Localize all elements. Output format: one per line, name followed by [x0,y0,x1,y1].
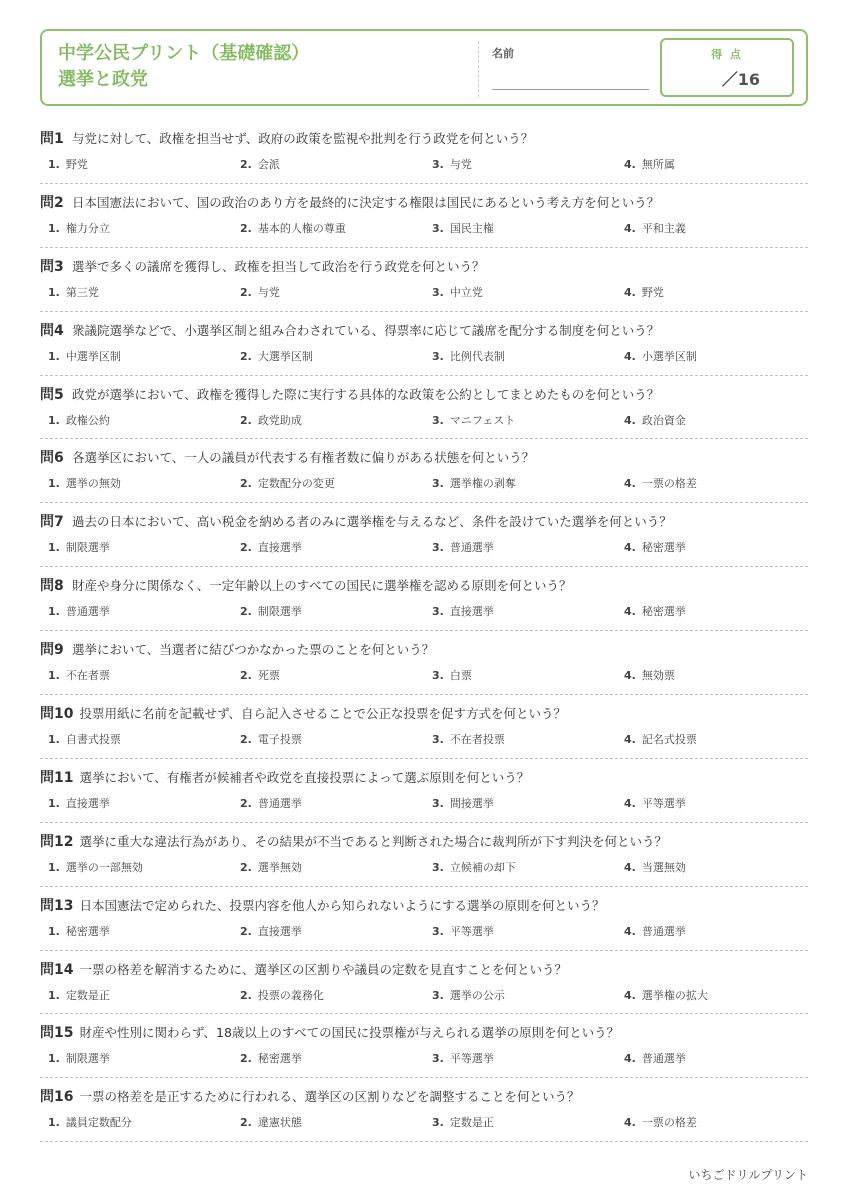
choice-number: 2. [240,1116,252,1130]
choice-number: 3. [432,221,444,235]
answer-choice[interactable] [48,156,88,172]
question-number: 問1 [40,131,64,147]
choice-list [48,475,808,493]
choice-label: 野党 [641,285,664,299]
choice-number: 3. [432,285,444,299]
worksheet-subtitle: 選挙と政党 [58,69,148,90]
choice-label: 制限選挙 [257,605,302,619]
answer-choice[interactable] [432,667,472,683]
question-number: 問3 [40,258,64,275]
answer-choice[interactable] [240,1050,302,1066]
question-text-row [40,256,485,276]
answer-choice[interactable] [432,156,472,172]
question-number: 問6 [40,450,64,467]
choice-label: 基本的人権の尊重 [257,221,346,235]
question-text-row [40,959,567,979]
choice-label: 平等選挙 [449,924,494,938]
answer-choice[interactable] [624,412,686,428]
question-number: 問4 [40,322,64,339]
answer-choice[interactable] [48,348,121,364]
choice-number: 3. [432,477,444,491]
choice-list [48,603,808,621]
choice-number: 2. [240,221,252,235]
question-item [40,503,808,567]
choice-list [48,156,808,174]
choice-list [48,667,808,685]
answer-choice[interactable] [240,348,313,364]
name-field[interactable] [492,89,649,90]
choice-number: 4. [624,477,636,491]
choice-label: 電子投票 [257,733,302,747]
choice-number: 2. [240,988,252,1002]
answer-choice[interactable] [432,1114,494,1130]
choice-number: 4. [624,1116,636,1130]
question-number: 問16 [40,1089,74,1106]
choice-label: 直接選挙 [257,541,302,555]
question-text: 財産や性別に関わらず、18歳以上のすべての国民に投票権が与えられる選挙の原則を何という？ [79,1025,620,1041]
answer-choice[interactable] [240,731,302,747]
choice-number: 3. [432,924,444,938]
question-number: 問7 [40,514,64,531]
choice-number: 1. [48,285,60,299]
choice-number: 1. [48,669,60,683]
answer-choice[interactable] [48,220,110,236]
choice-label: 違憲状態 [257,1116,302,1130]
answer-choice[interactable] [432,539,494,555]
choice-label: 平等選挙 [449,1052,494,1066]
answer-choice[interactable] [48,475,121,491]
choice-number: 2. [240,669,252,683]
choice-label: マニフェスト [449,413,516,427]
choice-number: 4. [624,349,636,363]
answer-choice[interactable] [240,603,302,619]
question-text: 選挙に重大な違法行為があり、その結果が不当であると判断された場合に裁判所が下す判決を何という？ [79,833,667,849]
choice-label: 直接選挙 [449,605,494,619]
choice-number: 3. [432,796,444,810]
choice-label: 与党 [449,158,472,171]
choice-number: 1. [48,477,60,491]
question-text-row [40,895,605,915]
answer-choice[interactable] [432,284,483,300]
answer-choice[interactable] [48,412,110,428]
choice-label: 選挙の公示 [449,988,505,1002]
answer-choice[interactable] [432,220,494,236]
choice-label: 普通選挙 [449,541,494,555]
question-text: 財産や身分に関係なく、一定年齢以上のすべての国民に選挙権を認める原則を何という？ [72,578,572,594]
choice-number: 3. [432,605,444,619]
question-number: 問8 [40,578,64,595]
choice-label: 中選挙区制 [65,349,121,363]
answer-choice[interactable] [240,795,302,811]
choice-number: 1. [48,1116,60,1130]
choice-number: 2. [240,796,252,810]
answer-choice[interactable] [624,603,686,619]
question-item [40,439,808,503]
choice-label: 一票の格差 [641,1116,697,1130]
choice-list [48,987,808,1005]
choice-number: 1. [48,349,60,363]
choice-number: 1. [48,221,60,235]
answer-choice[interactable] [624,731,697,747]
choice-list [48,731,808,749]
choice-number: 4. [624,733,636,747]
choice-number: 3. [432,158,444,171]
choice-label: 定数配分の変更 [257,477,335,491]
choice-label: 普通選挙 [641,924,686,938]
choice-label: 間接選挙 [449,796,494,810]
choice-label: 普通選挙 [641,1052,686,1066]
choice-number: 1. [48,605,60,619]
question-item [40,1014,808,1078]
answer-choice[interactable] [48,731,121,747]
choice-label: 死票 [257,669,280,683]
choice-list [48,1050,808,1068]
question-text: 選挙において、当選者に結びつかなかった票のことを何という？ [72,642,435,658]
choice-list [48,412,808,430]
question-text: 投票用紙に名前を記載せず、自ら記入させることで公正な投票を促す方式を何という？ [79,706,566,722]
question-item [40,567,808,631]
choice-label: 秘密選挙 [641,541,686,555]
answer-choice[interactable] [240,859,302,875]
answer-choice[interactable] [48,1114,132,1130]
choice-label: 白票 [449,669,472,683]
choice-number: 4. [624,541,636,555]
choice-label: 一票の格差 [641,477,697,491]
question-text-row [40,575,572,595]
question-item [40,1078,808,1142]
choice-label: 制限選挙 [65,541,110,555]
header-divider [478,41,479,97]
choice-number: 2. [240,541,252,555]
choice-number: 4. [624,158,636,171]
choice-number: 3. [432,1052,444,1066]
choice-number: 1. [48,413,60,427]
choice-list [48,539,808,557]
choice-number: 1. [48,158,60,171]
choice-number: 4. [624,796,636,810]
question-number: 問15 [40,1025,74,1042]
answer-choice[interactable] [624,667,675,683]
choice-number: 2. [240,860,252,874]
choice-label: 中立党 [449,285,483,299]
question-text-row [40,703,566,723]
choice-label: 政権公約 [65,413,110,427]
answer-choice[interactable] [432,859,516,875]
question-number: 問14 [40,961,74,978]
worksheet-header [40,29,808,106]
answer-choice[interactable] [624,923,686,939]
choice-list [48,348,808,366]
choice-label: 定数是正 [449,1116,494,1130]
choice-label: 大選挙区制 [257,349,313,363]
answer-choice[interactable] [48,859,143,875]
choice-label: 投票の義務化 [257,988,324,1002]
choice-label: 会派 [257,158,280,171]
choice-label: 立候補の却下 [449,860,516,874]
choice-number: 3. [432,669,444,683]
choice-label: 政治資金 [641,413,686,427]
choice-number: 1. [48,1052,60,1066]
choice-label: 自書式投票 [65,733,121,747]
answer-choice[interactable] [624,284,664,300]
choice-number: 2. [240,413,252,427]
question-text: 政党が選挙において、政権を獲得した際に実行する具体的な政策を公約としてまとめたものを何という？ [72,386,660,402]
footer-brand: いちごドリルプリント [688,1168,808,1182]
choice-label: 第三党 [65,285,99,299]
answer-choice[interactable] [240,220,346,236]
question-item [40,184,808,248]
choice-label: 選挙の無効 [65,477,121,491]
choice-label: 選挙権の拡大 [641,988,708,1002]
choice-number: 2. [240,1052,252,1066]
choice-number: 1. [48,733,60,747]
question-text: 日本国憲法において、国の政治のあり方を最終的に決定する権限は国民にあるという考え方を何という？ [72,194,660,210]
choice-number: 2. [240,924,252,938]
question-number: 問12 [40,833,74,850]
choice-list [48,859,808,877]
question-text: 選挙で多くの議席を獲得し、政権を担当して政治を行う政党を何という？ [72,258,485,274]
answer-choice[interactable] [624,539,686,555]
choice-number: 1. [48,541,60,555]
choice-label: 秘密選挙 [65,924,110,938]
choice-number: 1. [48,860,60,874]
choice-label: 国民主権 [449,221,494,235]
choice-label: 直接選挙 [257,924,302,938]
question-item [40,631,808,695]
answer-choice[interactable] [624,156,675,172]
choice-number: 2. [240,605,252,619]
question-item [40,120,808,184]
choice-number: 2. [240,477,252,491]
question-text: 衆議院選挙などで、小選挙区制と組み合わされている、得票率に応じて議席を配分する制度を何という？ [72,322,660,338]
choice-label: 政党助成 [257,413,302,427]
choice-number: 4. [624,669,636,683]
choice-number: 4. [624,1052,636,1066]
worksheet-title: 中学公民プリント（基礎確認） [58,43,310,64]
choice-label: 野党 [65,158,88,171]
name-label: 名前 [492,47,514,60]
answer-choice[interactable] [432,731,505,747]
choice-number: 1. [48,924,60,938]
choice-number: 4. [624,221,636,235]
question-item [40,887,808,951]
choice-label: 普通選挙 [65,605,110,619]
question-text-row [40,128,533,148]
choice-label: 選挙権の剥奪 [449,477,516,491]
answer-choice[interactable] [240,156,280,172]
score-label: 得 点 [711,48,743,61]
question-text: 過去の日本において、高い税金を納める者のみに選挙権を与えるなど、条件を設けていた選挙を何という？ [72,514,672,530]
choice-label: 平和主義 [641,221,686,235]
question-item [40,248,808,312]
choice-label: 選挙無効 [257,860,302,874]
choice-label: 秘密選挙 [257,1052,302,1066]
choice-number: 3. [432,1116,444,1130]
answer-choice[interactable] [240,987,324,1003]
choice-label: 定数是正 [65,988,110,1002]
question-text-row [40,384,659,404]
choice-number: 3. [432,541,444,555]
question-item [40,695,808,759]
question-text-row [40,192,659,212]
question-text-row [40,320,659,340]
score-total: ／16 [721,70,760,89]
answer-choice[interactable] [48,1050,110,1066]
question-number: 問10 [40,706,74,723]
question-text: 一票の格差を解消するために、選挙区の区割りや議員の定数を見直すことを何という？ [79,961,567,977]
choice-number: 1. [48,796,60,810]
choice-number: 4. [624,860,636,874]
choice-number: 4. [624,924,636,938]
answer-choice[interactable] [240,923,302,939]
question-item [40,823,808,887]
choice-number: 1. [48,988,60,1002]
choice-label: 不在者投票 [449,733,505,747]
question-text-row [40,1022,619,1042]
choice-number: 3. [432,988,444,1002]
choice-number: 4. [624,413,636,427]
question-text-row [40,639,434,659]
choice-number: 2. [240,285,252,299]
question-text: 日本国憲法で定められた、投票内容を他人から知られないようにする選挙の原則を何という？ [79,897,605,913]
answer-choice[interactable] [624,987,708,1003]
choice-number: 4. [624,285,636,299]
choice-list [48,220,808,238]
answer-choice[interactable] [432,795,494,811]
question-text: 各選挙区において、一人の議員が代表する有権者数に偏りがある状態を何という？ [72,450,535,466]
question-number: 問9 [40,642,64,659]
answer-choice[interactable] [624,795,686,811]
choice-label: 権力分立 [65,221,110,235]
question-item [40,376,808,440]
choice-number: 3. [432,860,444,874]
choice-list [48,1114,808,1132]
choice-label: 不在者票 [65,669,110,683]
question-number: 問11 [40,769,74,786]
answer-choice[interactable] [48,539,110,555]
answer-choice[interactable] [432,475,516,491]
answer-choice[interactable] [624,1050,686,1066]
choice-label: 制限選挙 [65,1052,110,1066]
choice-number: 4. [624,605,636,619]
answer-choice[interactable] [48,923,110,939]
question-text: 選挙において、有権者が候補者や政党を直接投票によって選ぶ原則を何という？ [79,769,530,785]
answer-choice[interactable] [48,603,110,619]
question-text: 一票の格差を是正するために行われる、選挙区の区割りなどを調整することを何という？ [79,1089,580,1105]
choice-number: 2. [240,733,252,747]
answer-choice[interactable] [240,475,335,491]
question-text: 与党に対して、政権を担当せず、政府の政策を監視や批判を行う政党を何という？ [72,131,534,146]
answer-choice[interactable] [432,987,505,1003]
choice-label: 平等選挙 [641,796,686,810]
answer-choice[interactable] [240,667,280,683]
answer-choice[interactable] [240,1114,302,1130]
question-text-row [40,511,672,531]
answer-choice[interactable] [624,1114,697,1130]
choice-number: 2. [240,158,252,171]
choice-list [48,795,808,813]
question-list [40,120,808,1142]
question-text-row [40,831,667,851]
choice-label: 議員定数配分 [65,1116,132,1130]
answer-choice[interactable] [624,220,686,236]
choice-label: 選挙の一部無効 [65,860,143,874]
question-item [40,951,808,1015]
choice-number: 2. [240,349,252,363]
answer-choice[interactable] [48,795,110,811]
choice-label: 無所属 [641,158,675,171]
answer-choice[interactable] [432,923,494,939]
choice-number: 3. [432,349,444,363]
choice-label: 普通選挙 [257,796,302,810]
choice-label: 秘密選挙 [641,605,686,619]
question-number: 問5 [40,386,64,403]
answer-choice[interactable] [624,475,697,491]
choice-list [48,284,808,302]
answer-choice[interactable] [240,539,302,555]
question-number: 問2 [40,194,64,211]
answer-choice[interactable] [624,859,686,875]
title-block [58,41,309,93]
choice-label: 記名式投票 [641,733,697,747]
question-item [40,759,808,823]
choice-label: 直接選挙 [65,796,110,810]
choice-label: 比例代表制 [449,349,505,363]
answer-choice[interactable] [432,412,515,428]
choice-list [48,923,808,941]
answer-choice[interactable] [48,667,110,683]
question-number: 問13 [40,897,74,914]
answer-choice[interactable] [432,348,505,364]
choice-number: 4. [624,988,636,1002]
choice-label: 当選無効 [641,860,686,874]
answer-choice[interactable] [48,284,99,300]
answer-choice[interactable] [48,987,110,1003]
question-item [40,312,808,376]
question-text-row [40,767,529,787]
choice-label: 無効票 [641,669,675,683]
choice-label: 与党 [257,285,280,299]
question-text-row [40,1086,580,1106]
answer-choice[interactable] [432,1050,494,1066]
answer-choice[interactable] [432,603,494,619]
question-text-row [40,447,534,467]
choice-number: 3. [432,733,444,747]
answer-choice[interactable] [240,284,280,300]
score-box [660,38,794,97]
answer-choice[interactable] [624,348,697,364]
choice-label: 小選挙区制 [641,349,697,363]
choice-number: 3. [432,413,444,427]
answer-choice[interactable] [240,412,302,428]
